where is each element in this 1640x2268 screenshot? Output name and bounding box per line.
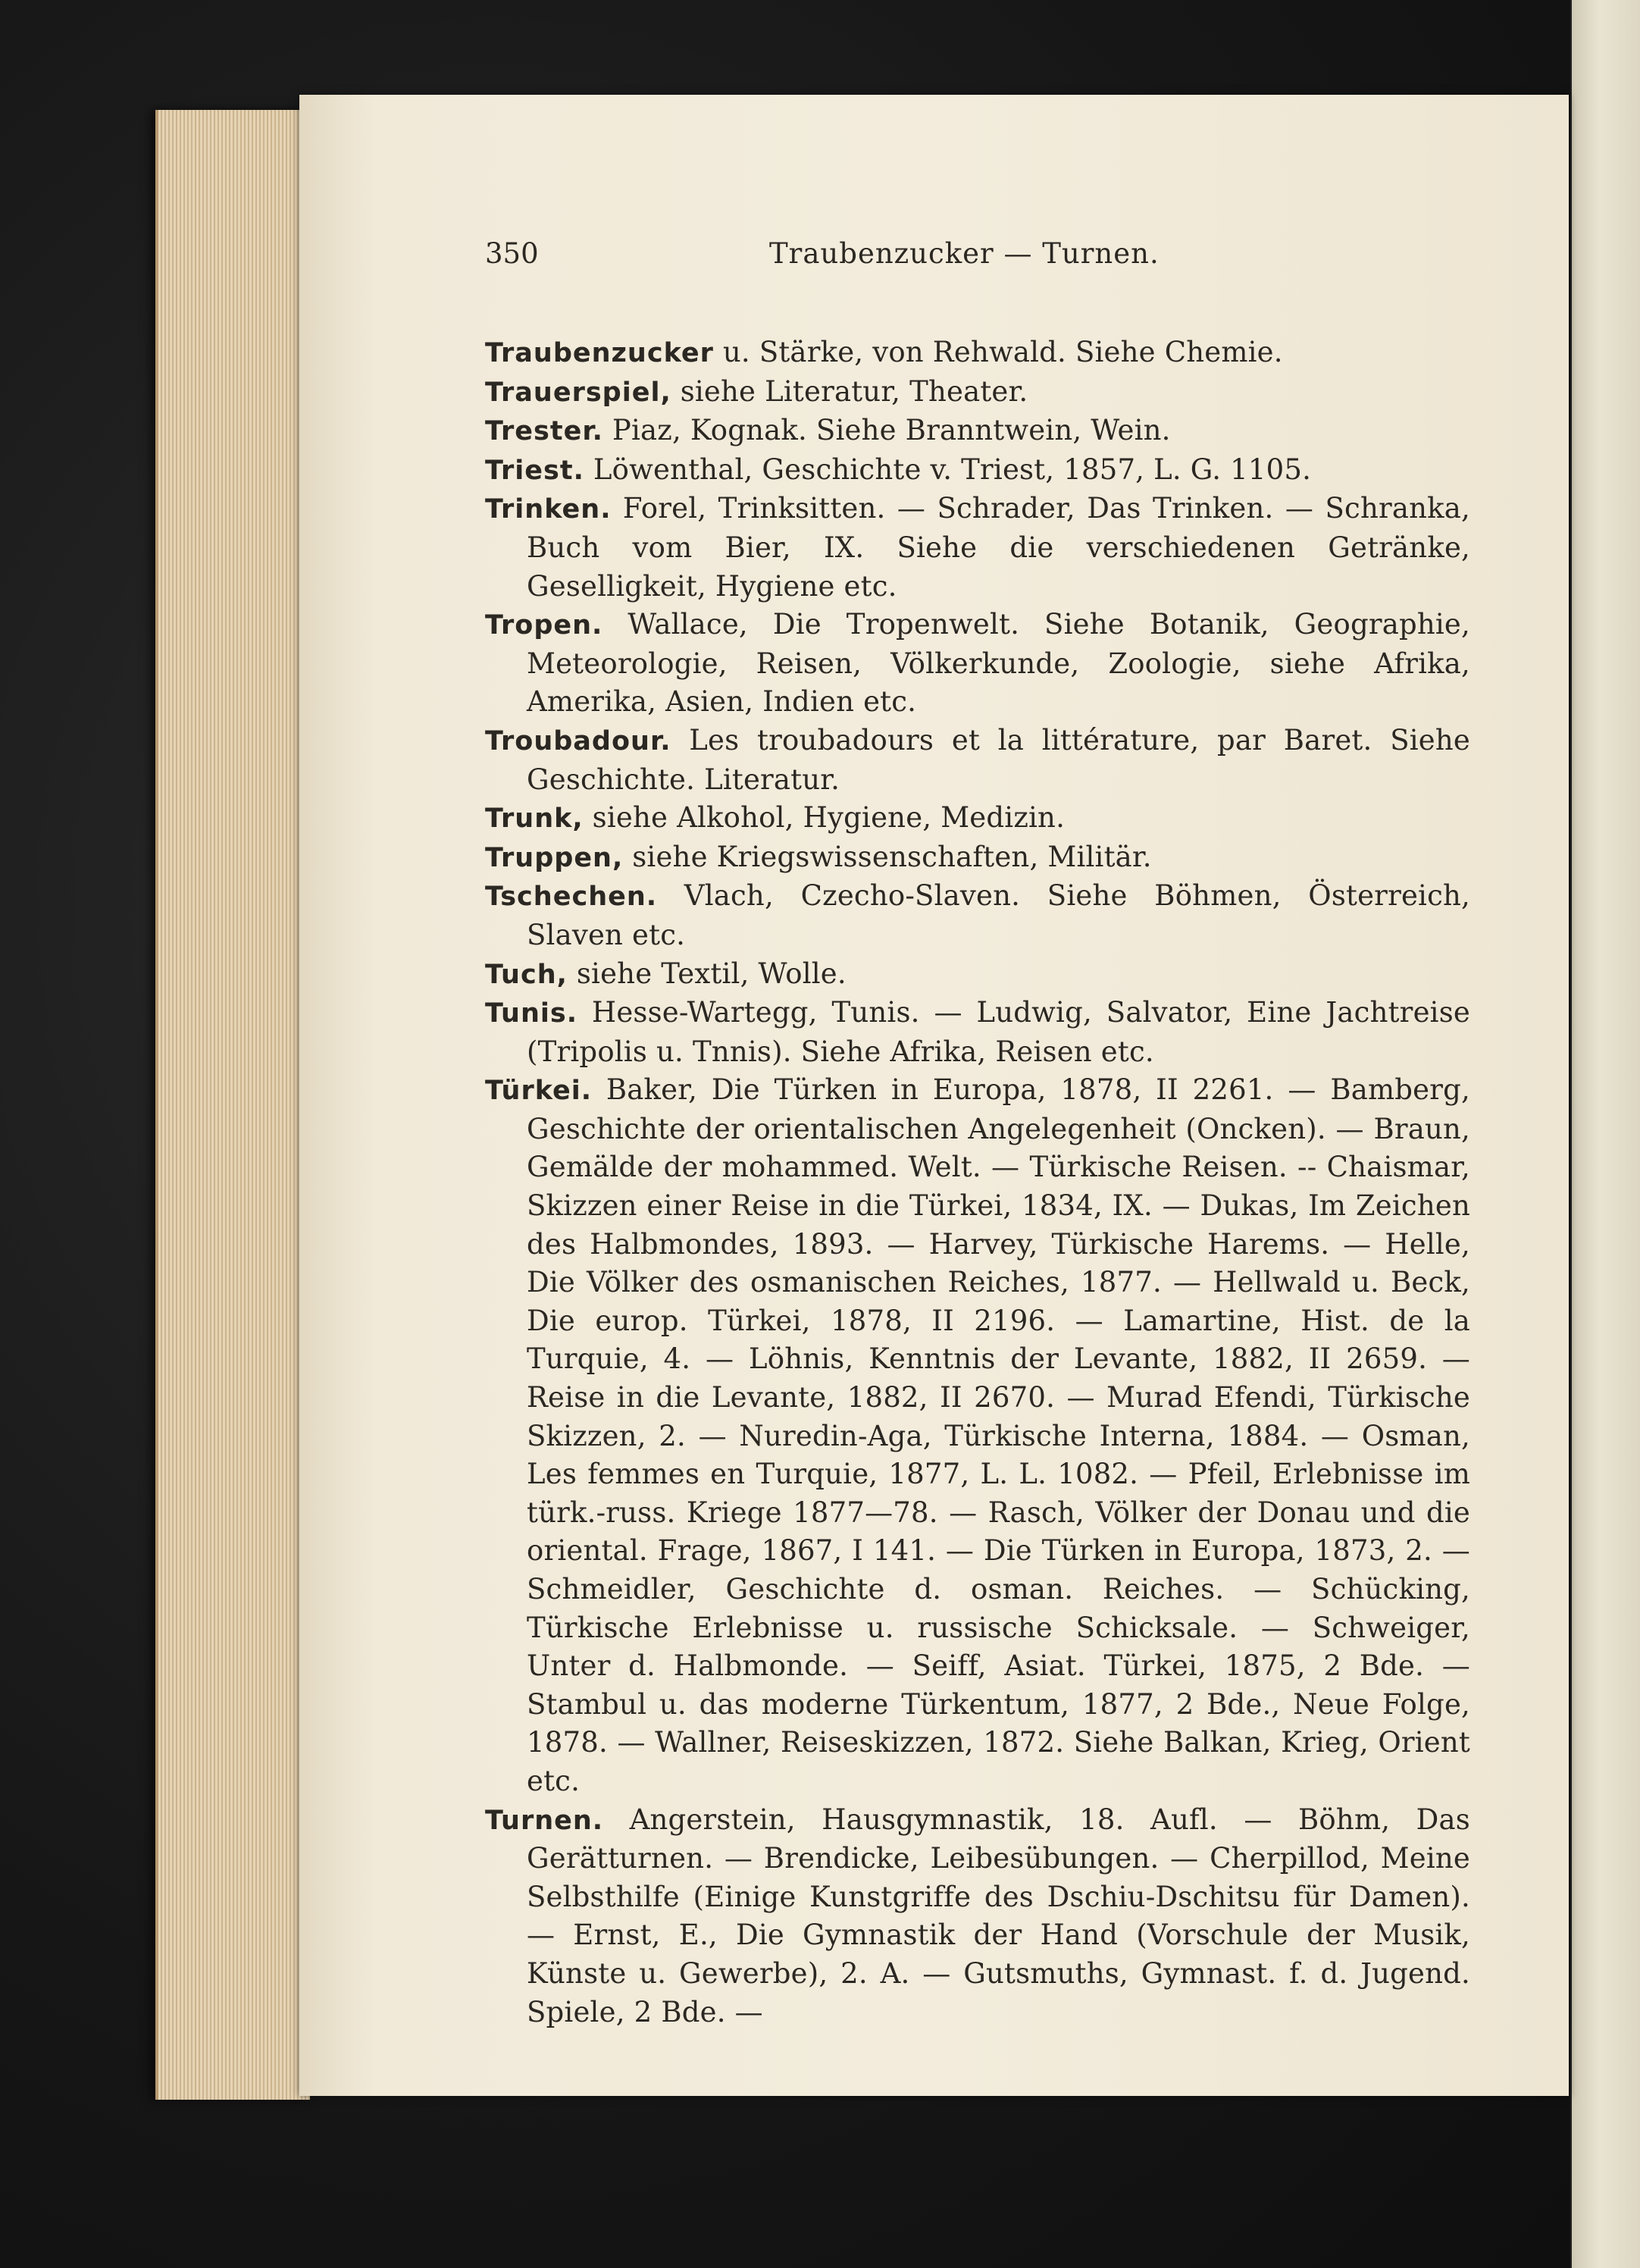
- index-entry: [485, 412, 1470, 451]
- page-content: [485, 227, 1470, 2028]
- entry-headword: Tropen.: [485, 610, 603, 641]
- index-entry: [485, 451, 1470, 490]
- entry-text: siehe Textil, Wolle.: [567, 957, 847, 990]
- index-entry: [485, 955, 1470, 995]
- running-title: Traubenzucker — Turnen.: [769, 237, 1160, 270]
- entry-text: Vlach, Czecho-Slaven. Siehe Böhmen, Österreich, Slaven etc.: [527, 879, 1470, 951]
- entry-headword: Trauerspiel,: [485, 377, 671, 408]
- index-entry: [485, 490, 1470, 606]
- entry-text: siehe Kriegswissenschaften, Militär.: [623, 840, 1152, 873]
- entry-text: siehe Alkohol, Hygiene, Medizin.: [583, 801, 1066, 835]
- entry-text: siehe Literatur, Theater.: [671, 374, 1028, 408]
- entry-text: Piaz, Kognak. Siehe Branntwein, Wein.: [602, 414, 1171, 447]
- entry-headword: Tschechen.: [485, 882, 658, 913]
- entry-text: Wallace, Die Tropenwelt. Siehe Botanik, Geographie, Meteorologie, Reisen, Völkerkunde, Zoologie, siehe Afrika, Amerika, Asien, Indien etc.: [527, 608, 1470, 719]
- entry-headword: Trinken.: [485, 494, 612, 525]
- page-stack-edges: [155, 110, 310, 2100]
- index-entry: [485, 994, 1470, 1071]
- entry-text: Hesse-Wartegg, Tunis. — Ludwig, Salvator, Eine Jachtreise (Tripolis u. Tnnis). Siehe Afrika, Reisen etc.: [527, 996, 1470, 1068]
- entry-headword: Türkei.: [485, 1076, 593, 1107]
- entry-text: Forel, Trinksitten. — Schrader, Das Trinken. — Schranka, Buch vom Bier, IX. Siehe die verschiedenen Getränke, Geselligkeit, Hygiene etc.: [527, 492, 1470, 603]
- entry-headword: Tuch,: [485, 959, 568, 990]
- index-entry: [485, 799, 1470, 838]
- index-entry: [485, 1071, 1470, 1800]
- running-header: [485, 227, 1470, 280]
- entry-headword: Traubenzucker: [485, 338, 714, 368]
- entry-text: Baker, Die Türken in Europa, 1878, II 2261. — Bamberg, Geschichte der orientalischen Angelegenheit (Oncken). — Braun, Gemälde der mohammed. Welt. — Türkische Reisen. -- Chaismar, Skizzen einer Reise in die Türkei, 1834, IX. — Dukas, Im Zeichen des Halbmondes, 1893. — Harvey, Türkische Harems. — Helle, Die Völker des osmanischen Reiches, 1877. — Hellwald u. Beck, Die europ. Türkei, 1878, II 2196. — Lamartine, Hist. de la Turquie, 4. — Löhnis, Kenntnis der Levante, 1882, II 2659. — Reise in die Levante, 1882, II 2670. — Murad Efendi, Türkische Skizzen, 2. — Nuredin-Aga, Türkische Interna, 1884. — Osman, Les femmes en Turquie, 1877, L. L. 1082. — Pfeil, Erlebnisse im türk.-russ. Kriege 1877—78. — Rasch, Völker der Donau und die oriental. Frage, 1867, I 141. — Die Türken in Europa, 1873, 2. — Schmeidler, Geschichte d. osman. Reiches. — Schücking, Türkische Erlebnisse u. russische Schicksale. — Schweiger, Unter d. Halbmonde. — Seiff, Asiat. Türkei, 1875, 2 Bde. — Stambul u. das moderne Türkentum, 1877, 2 Bde., Neue Folge, 1878. — Wallner, Reiseskizzen, 1872. Siehe Balkan, Krieg, Orient etc.: [527, 1073, 1470, 1797]
- entry-text: Angerstein, Hausgymnastik, 18. Aufl. — Böhm, Das Gerätturnen. — Brendicke, Leibesübungen. — Cherpillod, Meine Selbsthilfe (Einige Kunstgriffe des Dschiu-Dschitsu für Damen). — Ernst, E., Die Gymnastik der Hand (Vorschule der Musik, Künste u. Gewerbe), 2. A. — Gutsmuths, Gymnast. f. d. Jugend. Spiele, 2 Bde. —: [527, 1803, 1470, 2028]
- entry-text: u. Stärke, von Rehwald. Siehe Chemie.: [713, 336, 1283, 368]
- index-entry: [485, 373, 1470, 412]
- entry-text: Les troubadours et la littérature, par Baret. Siehe Geschichte. Literatur.: [527, 723, 1470, 796]
- entry-headword: Trunk,: [485, 804, 584, 835]
- index-entry: [485, 722, 1470, 799]
- entry-headword: Triest.: [485, 455, 584, 486]
- entry-headword: Trester.: [485, 416, 603, 447]
- page-number: 350: [485, 237, 539, 270]
- entry-headword: Troubadour.: [485, 725, 671, 757]
- index-entry: [485, 1801, 1470, 2032]
- next-page-edge: [1570, 0, 1640, 2268]
- entry-headword: Tunis.: [485, 998, 577, 1029]
- index-entry: [485, 877, 1470, 954]
- index-entry: [485, 334, 1470, 373]
- entry-headword: Turnen.: [485, 1805, 604, 1836]
- entry-headword: Truppen,: [485, 842, 624, 873]
- index-entries: [485, 334, 1470, 2031]
- index-entry: [485, 838, 1470, 878]
- entry-text: Löwenthal, Geschichte v. Triest, 1857, L. G. 1105.: [584, 453, 1312, 486]
- index-entry: [485, 606, 1470, 722]
